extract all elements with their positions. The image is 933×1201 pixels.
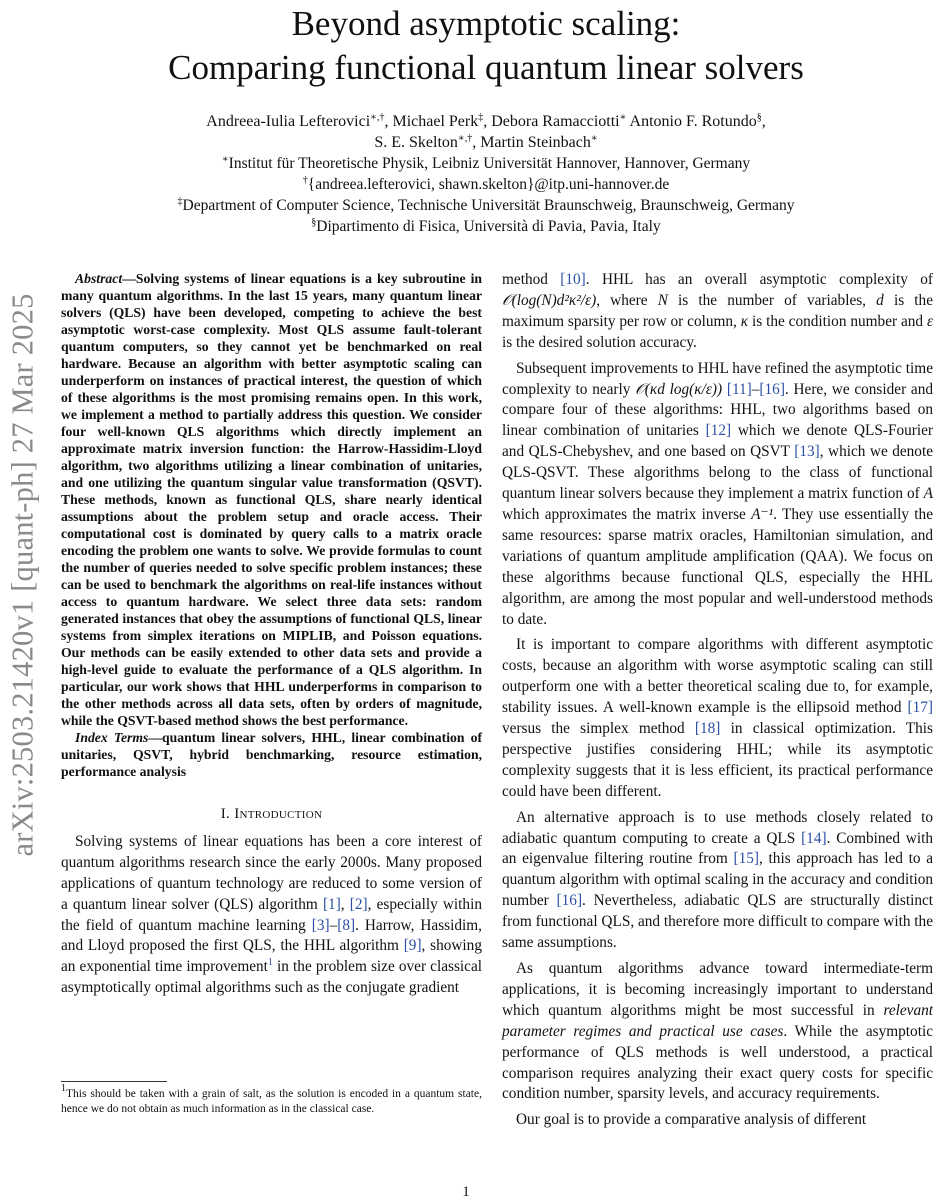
math-var: ε [927,313,933,330]
text-run: Solving systems of linear equations has been a core interest of quantum algorithms research since the early 2000s. Many proposed applications of quantum technology are reduced to some version of a quantum linear solver (QLS) algorithm [61,833,482,913]
math-var: N [658,292,668,309]
text-run: which we denote QLS-Fourier and QLS-Chebyshev, and one based on QSVT [502,422,933,460]
index-terms-text: quantum linear solvers, HHL, linear combination of unitaries, QSVT, hybrid benchmarking, resource estimation, performance analysis [61,730,482,779]
affiliation-text: Dipartimento di Fisica, Università di Pavia, Pavia, Italy [316,218,660,235]
affiliation-text: Department of Computer Science, Technische Universität Braunschweig, Braunschweig, Germany [183,197,795,214]
abstract-text: Solving systems of linear equations is a key subroutine in many quantum algorithms. In the last 15 years, many quantum linear solvers (QLS) have been developed, competing to achieve the best asymptotic worst-case complexity. Most QLS assume fault-tolerant quantum computers, so they cannot yet be benchmarked on real hardware. Because an algorithm with better asymptotic scaling can underperform on instances of practical interest, the question of which of these algorithms is the most promising remains open. In this work, we implement a method to partially address this question. We consider four well-known QLS algorithms which directly implement an approximate matrix inversion function: the Harrow-Hassidim-Lloyd algorithm, two algorithms utilizing a linear combination of unitaries, and one utilizing the quantum singular value transformation (QSVT). These methods, known as functional QLS, share nearly identical assumptions about the problem setup and oracle access. Their computational cost is dominated by query calls to a matrix oracle encoding the problem one wants to solve. We provide formulas to count the number of queries needed to solve specific problem instances; these can be used to benchmark the algorithms on real-life instances without access to quantum hardware. We select three data sets: random generated instances that obey the assumptions of functional QLS, linear systems from simplex iterations on MIPLIB, and Poisson equations. Our methods can be easily extended to other data sets and provide a high-level guide to evaluate the performance of a QLS algorithm. In particular, our work shows that HHL underperforms in comparison to the other methods across all data sets, often by orders of magnitude, while the QSVT-based method shows the best performance. [61,271,482,728]
title-line-2: Comparing functional quantum linear solvers [60,46,912,90]
abstract-label: Abstract [75,271,122,286]
right-paragraph-5 [502,959,933,1105]
affiliation-text: {andreea.lefterovici, shawn.skelton}@itp.uni-hannover.de [308,176,669,193]
citation-link[interactable]: [2] [350,896,368,913]
section-number: I. [221,806,230,822]
affiliation-2 [60,195,912,216]
citation-link[interactable]: [15] [734,850,760,867]
text-run: in classical optimization. This perspective justifies considering HHL; while its asymptotic complexity suggests that it is less efficient, its practical performance could have been different. [502,720,933,800]
footnote-divider [61,1081,167,1082]
text-run: , showing an exponential time improvement [61,937,482,975]
citation-link[interactable]: [10] [560,271,586,288]
text-run: – [330,917,338,934]
text-run: , which we denote QLS-QSVT. These algorithms belong to the class of functional quantum linear solvers because they implement a matrix function of [502,443,933,502]
text-run: An alternative approach is to use methods closely related to adiabatic quantum computing to create a QLS [502,809,933,847]
math-var: κ [741,313,748,330]
right-paragraph-4 [502,808,933,954]
author-block [60,111,912,237]
text-run: . Nevertheless, adiabatic QLS are structurally distinct from functional QLS, and therefore more difficult to compare with the same assumptions. [502,892,933,951]
citation-link[interactable]: [1] [323,896,341,913]
text-run: . HHL has an overall asymptotic complexity of [586,271,933,288]
section-heading-introduction [61,804,482,825]
left-column [61,270,482,1004]
title-line-1: Beyond asymptotic scaling: [60,2,912,46]
text-run: , [341,896,350,913]
text-run: , where [596,292,657,309]
text-run: which approximates the matrix inverse [502,506,751,523]
author-line-1: Andreea-Iulia Lefterovici∗,†, Michael Perk‡, Debora Ramacciotti∗ Antonio F. Rotundo§, [60,111,912,132]
text-run: It is important to compare algorithms with different asymptotic costs, because an algorithm with worse asymptotic scaling can still outperform one with a better theoretical scaling due to, for example, stability issues. A well-known example is the ellipsoid method [502,636,933,716]
author-name: Andreea-Iulia Lefterovici [206,113,370,130]
author-marker: ‡ [478,112,483,123]
text-run: is the number of variables, [668,292,876,309]
text-run: versus the simplex method [502,720,695,737]
text-run: Subsequent improvements to HHL have refined the asymptotic time complexity to nearly [502,360,933,398]
abstract [61,270,482,780]
emphasis-text: relevant parameter regimes and practical use cases [502,1002,933,1040]
math-complexity: 𝒪(κd log(κ/ε)) [635,381,722,398]
abstract-paragraph: Abstract—Solving systems of linear equations is a key subroutine in many quantum algorithms. In the last 15 years, many quantum linear solvers (QLS) have been developed, competing to achieve the best asymptotic worst-case complexity. Most QLS assume fault-tolerant quantum computers, so they cannot yet be benchmarked on real hardware. Because an algorithm with better asymptotic scaling can underperform on instances of practical interest, the question of which of these algorithms is the most promising remains open. In this work, we implement a method to partially address this question. We consider four well-known QLS algorithms which directly implement an approximate matrix inversion function: the Harrow-Hassidim-Lloyd algorithm, two algorithms utilizing a linear combination of unitaries, and one utilizing the quantum singular value transformation (QSVT). These methods, known as functional QLS, share nearly identical assumptions about the problem setup and oracle access. Their computational cost is dominated by query calls to a matrix oracle encoding the problem one wants to solve. We provide formulas to count the number of queries needed to solve specific problem instances; these can be used to benchmark the algorithms on real-life instances without access to quantum hardware. We select three data sets: random generated instances that obey the assumptions of functional QLS, linear systems from simplex iterations on MIPLIB, and Poisson equations. Our methods can be easily extended to other data sets and provide a high-level guide to evaluate the performance of a QLS algorithm. In particular, our work shows that HHL underperforms in comparison to the other methods across all data sets, often by orders of magnitude, while the QSVT-based method shows the best performance. [61,270,482,729]
author-name: Debora Ramacciotti [491,113,619,130]
arxiv-identifier: arXiv:2503.21420v1 [quant-ph] 27 Mar 2025 [6,293,41,856]
affiliation-marker: † [303,175,308,186]
math-var: A⁻¹ [751,506,773,523]
text-run: is the condition number and [748,313,927,330]
affiliation-marker: ∗ [222,154,229,165]
text-run: , this approach has led to a quantum algorithm with optimal scaling in the accuracy and condition number [502,850,933,909]
text-run: . They use essentially the same resources: sparse matrix oracles, Hamiltonian simulation, and variations of quantum amplitude amplification (QAA). We focus on these algorithms because functional QLS, especially the HHL algorithm, are among the most popular and well-understood methods to date. [502,506,933,628]
math-var: d [876,292,884,309]
right-paragraph-1 [502,270,933,354]
arxiv-side-stamp [2,250,44,900]
footnote [61,1087,482,1117]
citation-link[interactable]: [16] [759,381,785,398]
paper-title [60,2,912,90]
affiliation-emails [60,174,912,195]
author-marker: ∗,† [458,133,472,144]
affiliation-3 [60,216,912,237]
citation-link[interactable]: [17] [908,699,933,716]
right-paragraph-3 [502,635,933,802]
author-marker: § [757,112,762,123]
footnote-link[interactable]: 1 [268,957,273,968]
right-paragraph-6 [502,1110,933,1131]
page-number: 1 [0,1184,932,1201]
text-run: . While the asymptotic performance of QLS methods is well understood, a practical comparison requires analyzing their exact query costs for specific condition number, sparsity levels, and accuracy requirements. [502,1023,933,1103]
affiliation-text: Institut für Theoretische Physik, Leibniz Universität Hannover, Hannover, Germany [229,155,750,172]
citation-link[interactable]: [11] [727,381,752,398]
index-terms-label: Index Terms [75,730,148,745]
citation-link[interactable]: [14] [801,830,827,847]
text-run: is the desired solution accuracy. [502,334,697,351]
citation-link[interactable]: [9] [404,937,422,954]
text-run: As quantum algorithms advance toward intermediate-term applications, it is becoming increasingly important to understand which quantum algorithms might be most successful in [502,960,933,1019]
affiliation-1 [60,153,912,174]
text-run: – [752,381,760,398]
text-run: is the maximum sparsity per row or column, [502,292,933,330]
affiliation-marker: ‡ [178,196,183,207]
citation-link[interactable]: [18] [695,720,721,737]
affiliation-marker: § [311,217,316,228]
text-run: . Combined with an eigenvalue filtering routine from [502,830,933,868]
citation-link[interactable]: [16] [557,892,583,909]
author-marker: ∗,† [370,112,384,123]
author-name: S. E. Skelton [374,134,458,151]
text-run: Our goal is to provide a comparative analysis of different [516,1111,866,1128]
author-line-2: S. E. Skelton∗,†, Martin Steinbach∗ [60,132,912,153]
section-title: Introduction [234,806,322,822]
author-name: Martin Steinbach [480,134,591,151]
citation-link[interactable]: [8] [337,917,355,934]
citation-link[interactable]: [13] [794,443,820,460]
author-marker: ∗ [620,112,627,123]
footnote-marker: 1 [61,1083,66,1094]
text-run: method [502,271,560,288]
footnote-text: This should be taken with a grain of salt, as the solution is encoded in a quantum state, hence we do not obtain as much information as in the classical case. [61,1088,482,1115]
right-paragraph-2 [502,359,933,631]
citation-link[interactable]: [12] [706,422,732,439]
math-var: A [924,485,933,502]
text-run: . Here, we consider and compare four of these algorithms: HHL, two algorithms based on linear combination of unitaries [502,381,933,440]
right-column [502,270,933,1136]
text-run: . Harrow, Hassidim, and Lloyd proposed the first QLS, the HHL algorithm [61,917,482,955]
author-marker: ∗ [591,133,598,144]
citation-link[interactable]: [3] [312,917,330,934]
author-name: Michael Perk [392,113,478,130]
text-run: in the problem size over classical asymptotically optimal algorithms such as the conjugate gradient [61,958,482,996]
index-terms: Index Terms—quantum linear solvers, HHL, linear combination of unitaries, QSVT, hybrid benchmarking, resource estimation, performance analysis [61,729,482,780]
intro-paragraph-1 [61,832,482,999]
math-complexity: 𝒪(log(N)d²κ²/ε) [502,292,596,309]
text-run: , especially within the field of quantum machine learning [61,896,482,934]
author-name: Antonio F. Rotundo [630,113,757,130]
